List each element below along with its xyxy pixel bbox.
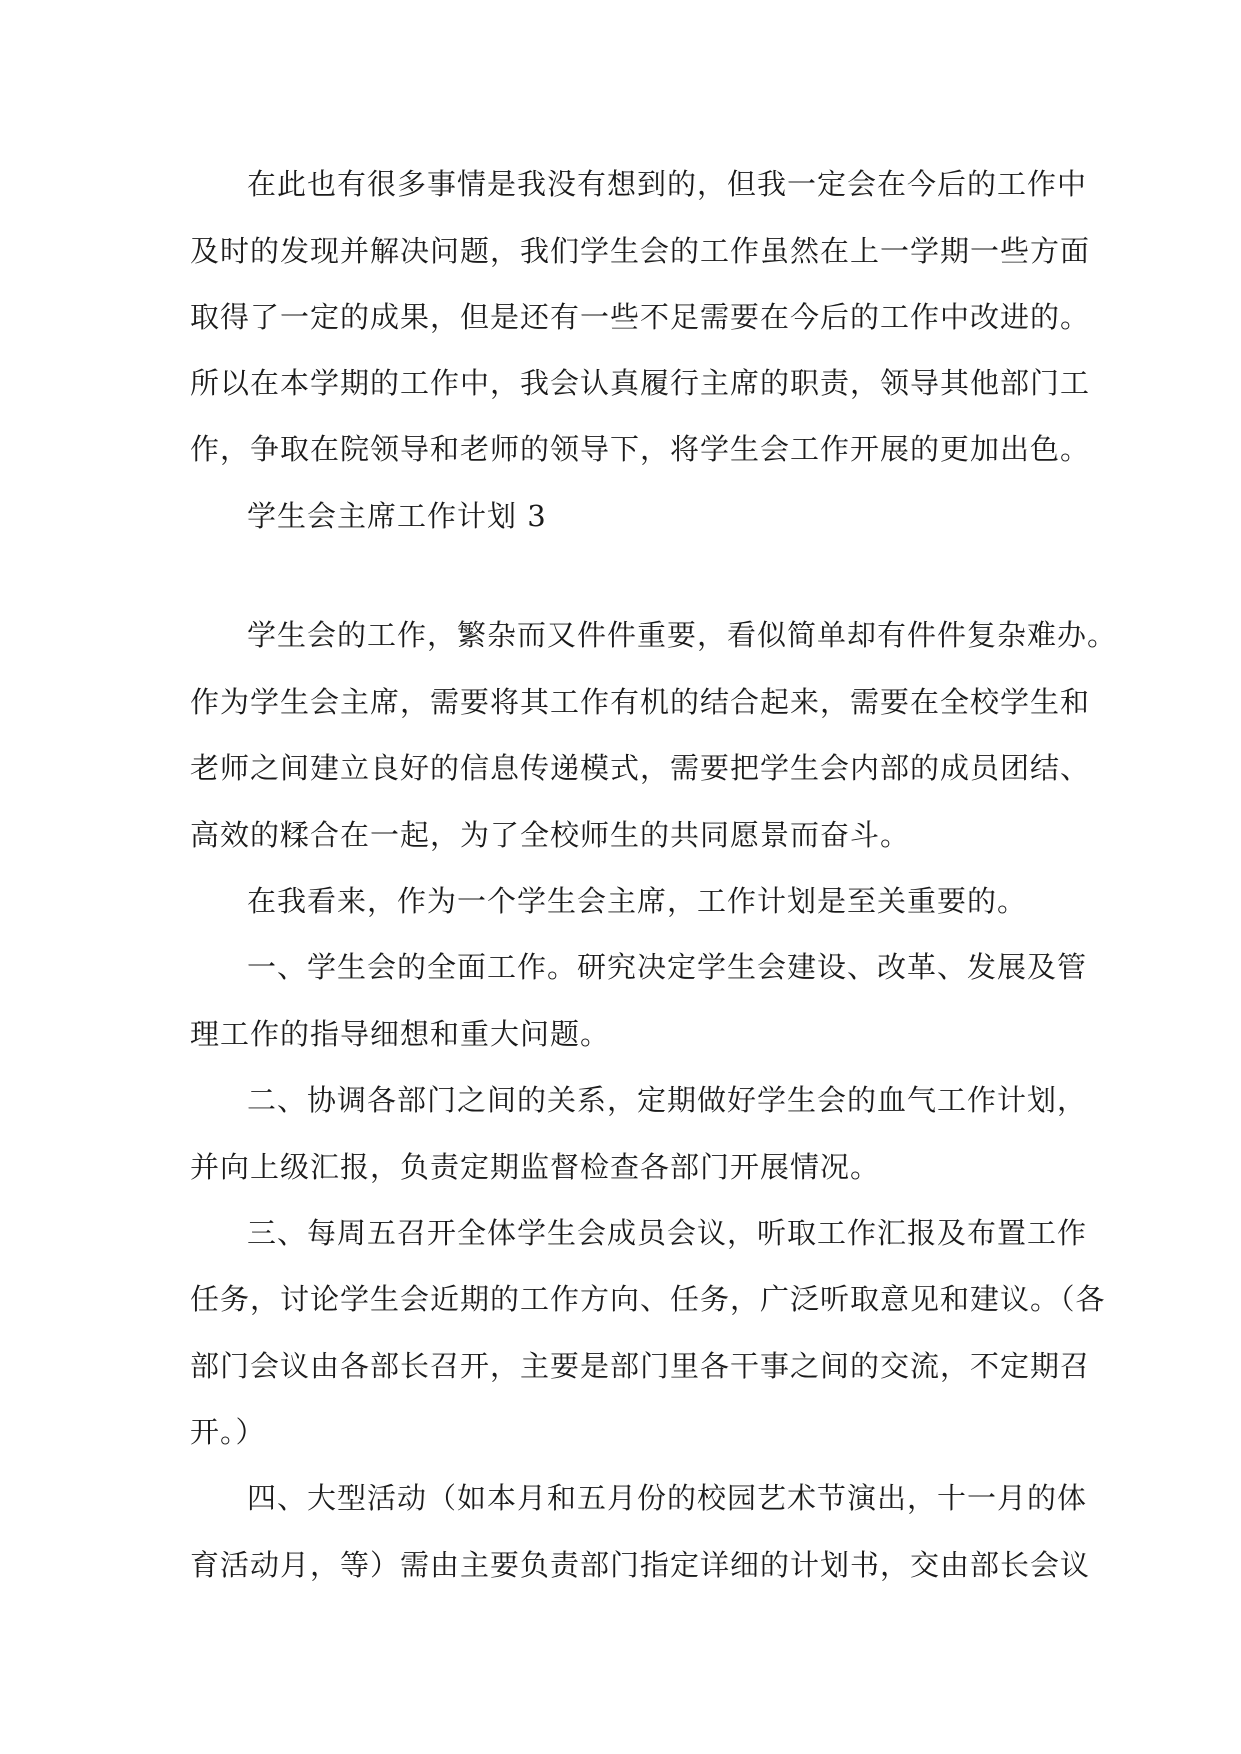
paragraph-line: 一、学生会的全面工作。研究决定学生会建设、改革、发展及管 xyxy=(247,950,1088,984)
paragraph-line: 开。） xyxy=(190,1415,266,1449)
paragraph-line: 理工作的指导细想和重大问题。 xyxy=(190,1017,611,1051)
paragraph-line: 二、协调各部门之间的关系，定期做好学生会的血气工作计划， xyxy=(247,1083,1088,1117)
paragraph-line: 三、每周五召开全体学生会成员会议，听取工作汇报及布置工作 xyxy=(247,1216,1088,1250)
paragraph-line: 在此也有很多事情是我没有想到的，但我一定会在今后的工作中 xyxy=(247,167,1088,201)
paragraph-line: 高效的糅合在一起，为了全校师生的共同愿景而奋斗。 xyxy=(190,818,911,852)
paragraph-line: 部门会议由各部长召开，主要是部门里各干事之间的交流，不定期召 xyxy=(190,1349,1091,1383)
paragraph-line: 老师之间建立良好的信息传递模式，需要把学生会内部的成员团结、 xyxy=(190,751,1091,785)
paragraph-line: 四、大型活动（如本月和五月份的校园艺术节演出，十一月的体 xyxy=(247,1481,1088,1515)
paragraph-line: 学生会的工作，繁杂而又件件重要，看似简单却有件件复杂难办。 xyxy=(247,618,1118,652)
paragraph-line: 取得了一定的成果，但是还有一些不足需要在今后的工作中改进的。 xyxy=(190,300,1091,334)
paragraph-line: 在我看来，作为一个学生会主席，工作计划是至关重要的。 xyxy=(247,884,1028,918)
paragraph-line: 作，争取在院领导和老师的领导下，将学生会工作开展的更加出色。 xyxy=(190,432,1091,466)
paragraph-line: 所以在本学期的工作中，我会认真履行主席的职责，领导其他部门工 xyxy=(190,366,1091,400)
paragraph-line: 及时的发现并解决问题，我们学生会的工作虽然在上一学期一些方面 xyxy=(190,234,1091,268)
paragraph-line: 育活动月，等）需由主要负责部门指定详细的计划书，交由部长会议 xyxy=(190,1548,1091,1582)
paragraph-line: 任务，讨论学生会近期的工作方向、任务，广泛听取意见和建议。（各 xyxy=(190,1282,1106,1316)
section-heading: 学生会主席工作计划 3 xyxy=(247,499,547,533)
paragraph-line: 并向上级汇报，负责定期监督检查各部门开展情况。 xyxy=(190,1150,881,1184)
paragraph-line: 作为学生会主席，需要将其工作有机的结合起来，需要在全校学生和 xyxy=(190,685,1091,719)
